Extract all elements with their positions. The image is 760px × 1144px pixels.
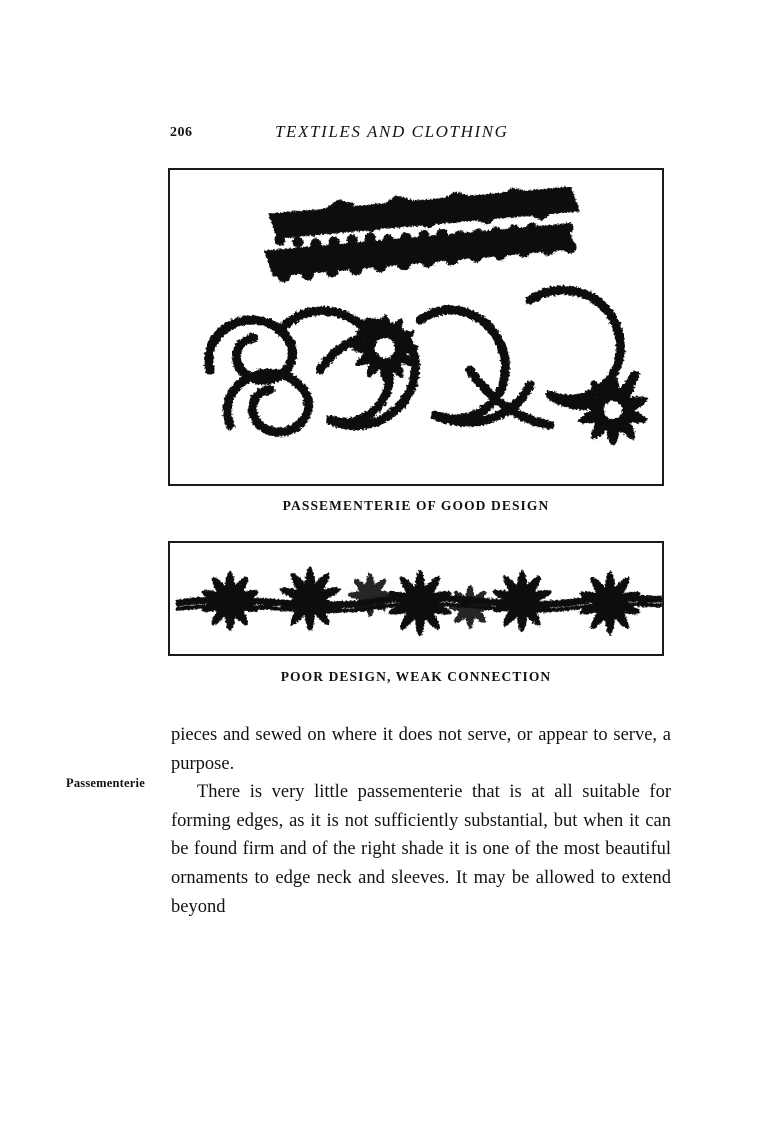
figure-poor-design xyxy=(168,541,664,684)
figure-good-design xyxy=(168,168,664,513)
page-number: 206 xyxy=(170,125,193,140)
passementerie-poor-design-illustration xyxy=(170,543,664,656)
running-title: TEXTILES AND CLOTHING xyxy=(275,122,509,141)
passementerie-good-design-illustration xyxy=(170,170,664,486)
paragraph-passementerie: There is very little passementerie that is at all suitable for forming edges, as it is not sufficiently substantial, but when it can be found firm and of the right shade it is one of the most beautiful ornaments to edge neck and sleeves. It may be allowed to extend beyond xyxy=(171,782,671,917)
figure-frame xyxy=(168,541,664,656)
marginal-note: Passementerie xyxy=(66,776,145,790)
body-text xyxy=(171,721,671,921)
paragraph-continuation: pieces and sewed on where it does not serve, or appear to serve, a purpose. xyxy=(171,725,671,774)
running-head xyxy=(170,122,670,144)
figure-frame xyxy=(168,168,664,486)
figure-caption: PASSEMENTERIE OF GOOD DESIGN xyxy=(282,498,550,513)
figure-caption: POOR DESIGN, WEAK CONNECTION xyxy=(280,669,552,684)
